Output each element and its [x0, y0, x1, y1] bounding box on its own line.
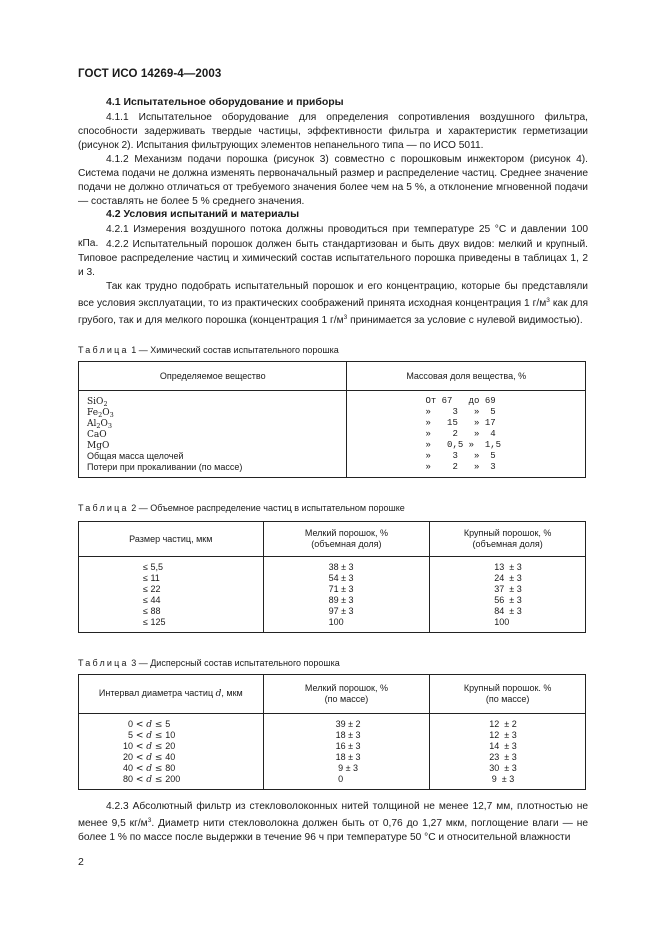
table-1-header-fraction: Массовая доля вещества, % — [347, 362, 586, 391]
table-1-header-substance: Определяемое вещество — [79, 362, 347, 391]
table-2-size-column — [79, 557, 264, 633]
paragraph-4-2-1: 4.2.1 Измерения воздушного потока должны проводиться при температуре 25 °С и давлении 100 кПа. — [78, 224, 588, 249]
table-2-coarse-cell: 37 ± 3 — [494, 584, 522, 594]
substance-subscript: 3 — [109, 411, 114, 419]
section-4-2-title: 4.2 Условия испытаний и материалы — [106, 208, 300, 220]
table-2 — [78, 521, 586, 633]
interval-high: 20 — [165, 741, 176, 751]
interval-high: 10 — [165, 730, 176, 740]
interval-low: 5 — [127, 730, 133, 740]
table-1-substance — [87, 429, 346, 440]
table-2-coarse-cell: 56 ± 3 — [494, 595, 522, 605]
paragraph-4-2-3: 4.2.3 Абсолютный фильтр из стекловолоконных нитей толщиной не менее 12,7 мм, плотностью не менее 9,5 $кг/м^3$. Диаметр нити стекловолокна должен быть от 0,76 до 1,27 мкм, поглощение влаги — не более 1 % по массе после выдержки в течение 96 ч при температуре 50 °С и относительной влажности — [78, 801, 588, 843]
substance-part: CaO — [87, 430, 107, 440]
table-1-value-column — [347, 391, 586, 478]
table-1-value: » 15 » 17 — [425, 418, 496, 428]
table-1-value: » 2 » 4 — [425, 429, 496, 439]
table-2-caption: Таблица 2 — Объемное распределение частиц в испытательном порошке — [78, 503, 405, 513]
table-2-fine-cell: 100 — [328, 617, 344, 627]
table-2-fine-cell: 71 ± 3 — [328, 584, 354, 594]
table-3-fine-column — [263, 714, 430, 790]
table-3-header-fine: Мелкий порошок, % (по массе) — [263, 675, 430, 714]
substance-part: SiO — [87, 397, 104, 407]
table-2-fine-cell: 38 ± 3 — [328, 562, 354, 572]
table-3-coarse-cell: 30 ± 3 — [489, 763, 517, 773]
table-3-interval-cell — [115, 774, 263, 785]
table-3-coarse-cell: 14 ± 3 — [489, 741, 517, 751]
paragraph-concentration: Так как трудно подобрать испытательный порошок и его концентрацию, которые бы представляли все условия эксплуатации, то из практических соображений принята исходная концентрация 1 $г/м^3$ как для грубого, так и для мелкого порошка (концентрация 1 $г/м^3$ принимается за условие с нулевой видимостью). — [78, 281, 588, 326]
table-2-coarse-cell: 13 ± 3 — [494, 562, 522, 572]
table-3-interval-cell — [115, 719, 263, 730]
table-2-fine-column — [263, 557, 430, 633]
table-1-value: » 0,5 » 1,5 — [425, 440, 502, 450]
table-2-sizes-cell: ≤ 5,5 — [143, 562, 163, 572]
substance-subscript: 2 — [98, 411, 103, 419]
table-3-fine-cell: 18 ± 3 — [335, 730, 361, 740]
table-2-fine-cell: 97 ± 3 — [328, 606, 354, 616]
table-2-header-coarse: Крупный порошок, % (объемная доля) — [430, 522, 586, 557]
table-3-fine-cell: 39 ± 2 — [335, 719, 361, 729]
interval-low: 0 — [127, 719, 133, 729]
table-3-fine-cell: 0 — [335, 774, 344, 784]
table-1-substance — [87, 440, 346, 451]
table-3-coarse-cell: 12 ± 2 — [489, 719, 517, 729]
table-1-value: » 2 » 3 — [425, 462, 496, 472]
table-1-caption: Таблица 1 — Химический состав испытательного порошка — [78, 345, 339, 355]
interval-operator: < d ≤ — [133, 753, 166, 763]
table-3-coarse-cell: 12 ± 3 — [489, 730, 517, 740]
paragraph-4-1-2: 4.1.2 Механизм подачи порошка (рисунок 3) совместно с порошковым инжектором (рисунок 4). Система подачи не должна изменять первоначальный размер и распределение частиц. Среднее значение подачи не должно отличаться от требуемого значения более чем на 5 %, а отклонение мгновенной подачи — составлять не более 5 % среднего значения. — [78, 154, 588, 207]
table-3-caption: Таблица 3 — Дисперсный состав испытательного порошка — [78, 658, 340, 668]
interval-high: 40 — [165, 752, 176, 762]
table-3-coarse-cell: 9 ± 3 — [489, 774, 515, 784]
table-2-coarse-cell: 24 ± 3 — [494, 573, 522, 583]
table-1-substance — [87, 407, 346, 418]
document-header: ГОСТ ИСО 14269-4—2003 — [78, 68, 222, 80]
table-2-header-size: Размер частиц, мкм — [79, 522, 264, 557]
interval-operator: < d ≤ — [133, 764, 166, 774]
paragraph-4-1-1: 4.1.1 Испытательное оборудование для определения сопротивления воздушного фильтра, способности задерживать твердые частицы, эффективности фильтра и характеристик герметизации (рисунок 2). Испытания фильтрующих элементов непанельного типа — по ИСО 5011. — [78, 112, 588, 151]
substance-part: MgO — [87, 441, 110, 451]
table-3-interval-cell — [115, 763, 263, 774]
table-3-fine-cell: 18 ± 3 — [335, 752, 361, 762]
substance-part: Fe — [87, 408, 99, 418]
table-2-coarse-column — [430, 557, 586, 633]
table-2-coarse-cell: 84 ± 3 — [494, 606, 522, 616]
table-2-fine-cell: 89 ± 3 — [328, 595, 354, 605]
table-2-sizes-cell: ≤ 11 — [143, 573, 160, 583]
table-1-substance — [87, 451, 346, 462]
substance-part: O — [100, 419, 108, 429]
substance-part: Общая масса щелочей — [87, 451, 184, 461]
interval-low: 10 — [122, 741, 133, 751]
table-2-sizes-cell: ≤ 22 — [143, 584, 161, 594]
table-3-interval-cell — [115, 741, 263, 752]
table-2-header-fine: Мелкий порошок, % (объемная доля) — [263, 522, 430, 557]
interval-low: 80 — [122, 774, 133, 784]
substance-subscript: 3 — [107, 422, 113, 430]
interval-operator: < d ≤ — [133, 775, 166, 785]
interval-high: 200 — [165, 774, 181, 784]
section-4-1-title: 4.1 Испытательное оборудование и приборы — [106, 96, 344, 108]
substance-part: Al — [87, 419, 97, 429]
table-3-coarse-cell: 23 ± 3 — [489, 752, 517, 762]
table-1 — [78, 361, 586, 478]
table-1-substance-column — [79, 391, 347, 478]
interval-operator: < d ≤ — [133, 742, 166, 752]
substance-subscript: 2 — [103, 400, 108, 408]
table-3-interval-cell — [115, 730, 263, 741]
table-3-coarse-column — [430, 714, 586, 790]
interval-operator: < d ≤ — [133, 720, 166, 730]
table-1-value: » 3 » 5 — [425, 407, 496, 417]
paragraph-4-2-2: 4.2.2 Испытательный порошок должен быть стандартизован и быть двух видов: мелкий и крупный. Типовое распределение частиц и химический состав испытательного порошка приведены в таблицах 1, 2 и 3. — [78, 239, 588, 278]
table-3-header-coarse: Крупный порошок. % (по массе) — [430, 675, 586, 714]
table-3-fine-cell: 9 ± 3 — [335, 763, 359, 773]
table-2-fine-cell: 54 ± 3 — [328, 573, 354, 583]
table-2-coarse-cell: 100 — [494, 617, 510, 627]
interval-low: 40 — [122, 763, 133, 773]
table-1-value: » 3 » 5 — [425, 451, 496, 461]
interval-high: 80 — [165, 763, 176, 773]
table-3 — [78, 674, 586, 790]
table-3-interval-cell — [115, 752, 263, 763]
table-1-value: От 67 до 69 — [425, 396, 496, 406]
table-3-header-interval: Интервал диаметра частиц d, мкм — [79, 675, 264, 714]
substance-subscript: 2 — [96, 422, 101, 430]
table-2-sizes-cell: ≤ 44 — [143, 595, 161, 605]
table-2-sizes-cell: ≤ 125 — [143, 617, 166, 627]
interval-operator: < d ≤ — [133, 731, 166, 741]
page-number: 2 — [78, 856, 84, 868]
substance-part: O — [102, 408, 110, 418]
table-2-sizes-cell: ≤ 88 — [143, 606, 161, 616]
table-3-interval-column — [79, 714, 264, 790]
interval-low: 20 — [122, 752, 133, 762]
table-1-substance — [87, 418, 346, 429]
interval-high: 5 — [165, 719, 171, 729]
table-1-substance — [87, 396, 346, 407]
table-3-fine-cell: 16 ± 3 — [335, 741, 361, 751]
substance-part: Потери при прокаливании (по массе) — [87, 462, 243, 472]
table-1-substance — [87, 462, 346, 473]
